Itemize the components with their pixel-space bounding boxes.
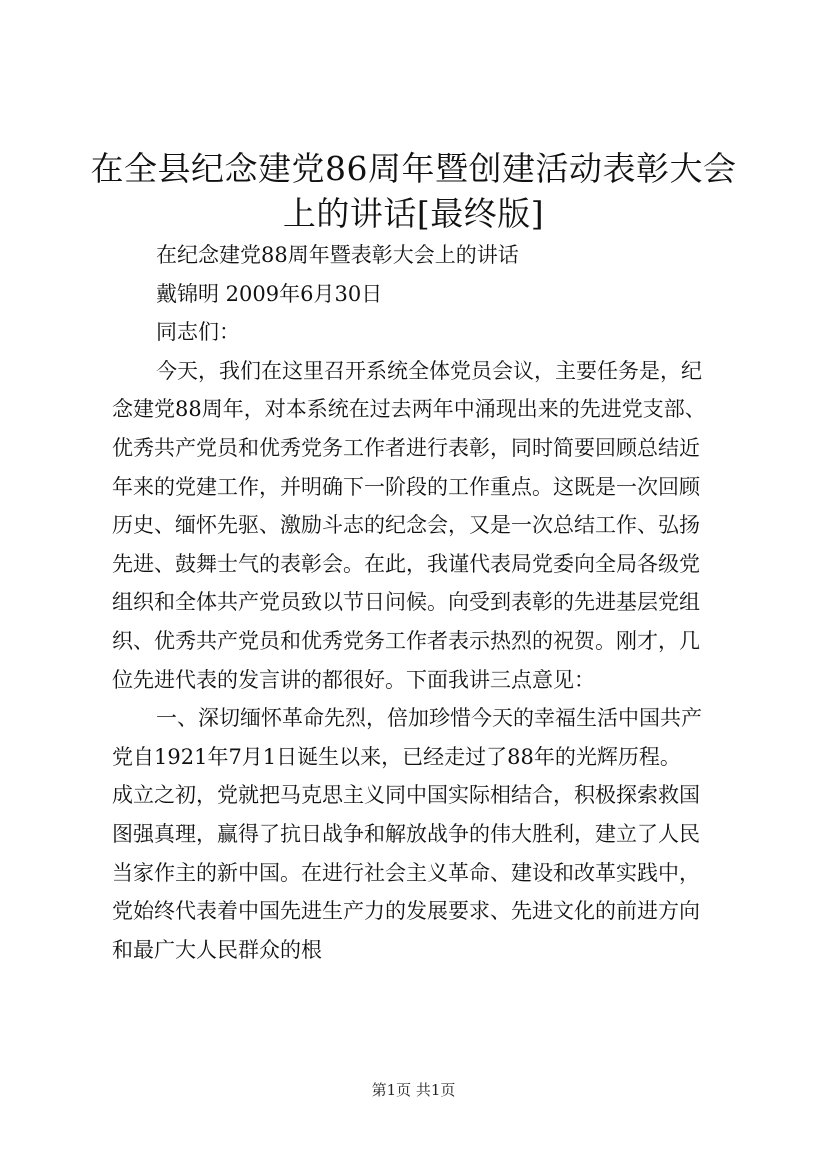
paragraph-1-line: 位先进代表的发言讲的都很好。下面我讲三点意见：	[112, 667, 595, 692]
paragraph-2-line: 党自1921年7月1日诞生以来，已经走过了88年的光辉历程。	[112, 744, 681, 769]
paragraph-2-line: 图强真理，赢得了抗日战争和解放战争的伟大胜利，建立了人民	[112, 821, 700, 846]
paragraph-2-line: 成立之初，党就把马克思主义同中国实际相结合，积极探索救国	[112, 783, 700, 808]
paragraph-2-line: 一、深切缅怀革命先烈，倍加珍惜今天的幸福生活中国共产	[156, 706, 702, 731]
byline: 戴锦明 2009年6月30日	[156, 281, 383, 306]
title-line-2: 上的讲话[最终版]	[282, 194, 545, 233]
paragraph-1-line: 年来的党建工作，并明确下一阶段的工作重点。这既是一次回顾	[112, 474, 700, 499]
document-body	[112, 236, 744, 969]
salutation: 同志们：	[156, 320, 240, 345]
page-footer: 第1页 共1页	[371, 1081, 456, 1099]
subtitle: 在纪念建党88周年暨表彰大会上的讲话	[156, 243, 519, 267]
paragraph-2-line: 党始终代表着中国先进生产力的发展要求、先进文化的前进方向	[112, 899, 700, 924]
document-title	[80, 146, 747, 236]
title-line-1: 在全县纪念建党86周年暨创建活动表彰大会	[90, 149, 737, 188]
paragraph-1-line: 今天，我们在这里召开系统全体党员会议，主要任务是，纪	[156, 358, 702, 383]
paragraph-2-line: 和最广大人民群众的根	[112, 937, 322, 962]
paragraph-2-line: 当家作主的新中国。在进行社会主义革命、建设和改革实践中，	[112, 860, 700, 885]
paragraph-1-line: 织、优秀共产党员和优秀党务工作者表示热烈的祝贺。刚才，几	[112, 628, 700, 653]
paragraph-1-line: 先进、鼓舞士气的表彰会。在此，我谨代表局党委向全局各级党	[112, 551, 700, 576]
paragraph-1-line: 组织和全体共产党员致以节日问候。向受到表彰的先进基层党组	[112, 590, 700, 615]
paragraph-1-line: 历史、缅怀先驱、激励斗志的纪念会，又是一次总结工作、弘扬	[112, 513, 700, 538]
paragraph-1-line: 念建党88周年，对本系统在过去两年中涌现出来的先进党支部、	[112, 397, 706, 422]
paragraph-1-line: 优秀共产党员和优秀党务工作者进行表彰，同时简要回顾总结近	[112, 435, 700, 460]
